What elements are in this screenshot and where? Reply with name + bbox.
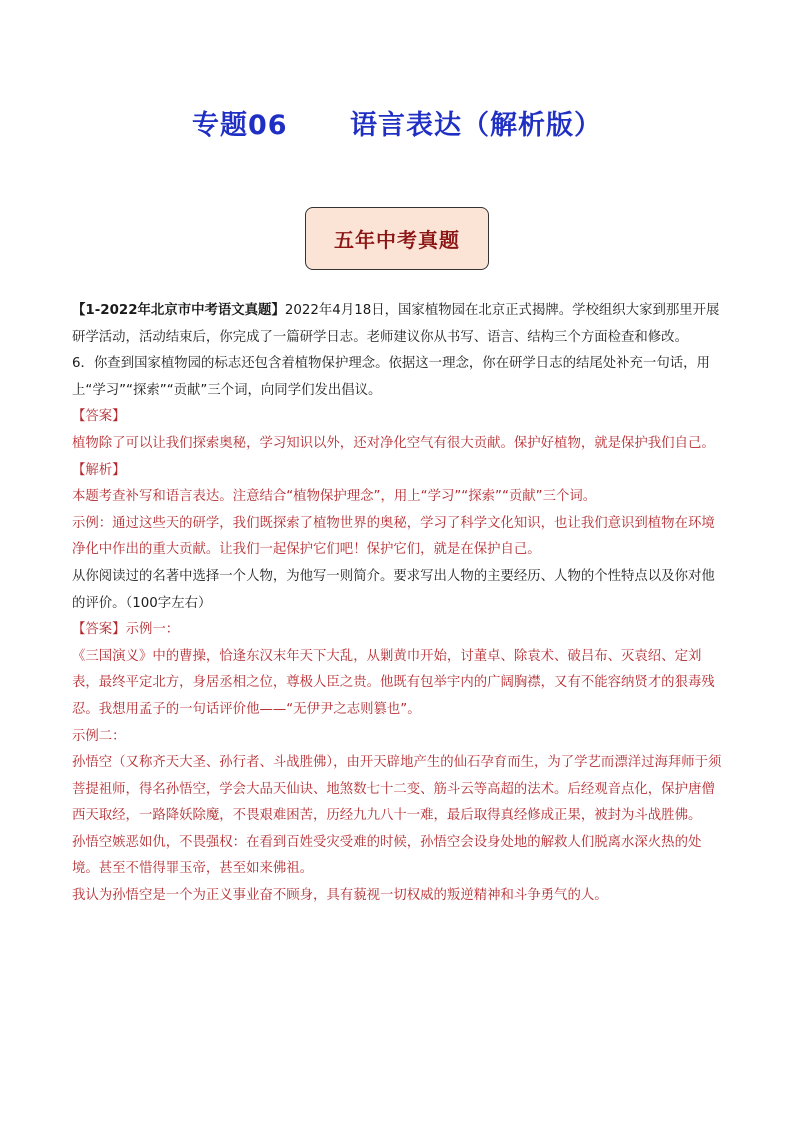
- question-intro-text: 2022年4月18日，国家植物园在北京正式揭牌。学校组织大家到那里开展研学活动，活动结束后，你完成了一篇研学日志。老师建议你从书写、语言、结构三个方面检查和修改。: [72, 303, 720, 345]
- section-banner: 五年中考真题: [305, 207, 489, 270]
- example-2-paragraph-1: 孙悟空（又称齐天大圣、孙行者、斗战胜佛），由开天辟地产生的仙石孕育而生，为了学艺而漂洋过海拜师于须菩提祖师，得名孙悟空，学会大品天仙诀、地煞数七十二变、筋斗云等高超的法术。后经观音点化，保护唐僧西天取经，一路降妖除魔，不畏艰难困苦，历经九九八十一难，最后取得真经修成正果，被封为斗战胜佛。: [72, 755, 722, 824]
- example-1-quote: “无伊尹之志则篡也”。: [286, 701, 421, 717]
- question-6: 6．你查到国家植物园的标志还包含着植物保护理念。依据这一理念，你在研学日志的结尾处补充一句话，用上“学习”“探索”“贡献”三个词，向同学们发出倡议。: [72, 356, 710, 398]
- document-body: [72, 298, 722, 910]
- example-1: [72, 644, 722, 724]
- document-title: 专题06 语言表达（解析版）: [192, 110, 602, 141]
- question-source: 【1-2022年北京市中考语文真题】: [72, 303, 285, 318]
- analysis-text: 本题考查补写和语言表达。注意结合“植物保护理念”，用上“学习”“探索”“贡献”三个词。: [72, 489, 597, 505]
- analysis-example: 示例：通过这些天的研学，我们既探索了植物世界的奥秘，学习了科学文化知识，也让我们意识到植物在环境净化中作出的重大贡献。让我们一起保护它们吧！保护它们，就是在保护自己。: [72, 515, 715, 558]
- example-2-label: 示例二：: [72, 728, 126, 744]
- example-1-label: 示例一：: [125, 622, 180, 638]
- example-1-text: 《三国演义》中的曹操，恰逢东汉末年天下大乱，从剿黄巾开始，讨董卓、除袁术、破吕布、灭袁绍、定刘表，最终平定北方，身居丞相之位，尊极人臣之贵。他既有包举宇内的广阔胸襟，又有不能容纳贤才的狠毒残忍。我想用孟子的一句话评价他——: [72, 648, 715, 717]
- answer-label: 【答案】: [72, 409, 126, 425]
- answer-label-2: [72, 617, 722, 644]
- example-2-paragraph-3: 我认为孙悟空是一个为正义事业奋不顾身，具有藐视一切权威的叛逆精神和斗争勇气的人。: [72, 888, 608, 904]
- answer-text: 植物除了可以让我们探索奥秘，学习知识以外，还对净化空气有很大贡献。保护好植物，就是保护我们自己。: [72, 435, 715, 451]
- answer-label-2-text: 【答案】: [72, 622, 126, 638]
- example-2-paragraph-2: 孙悟空嫉恶如仇，不畏强权：在看到百姓受灾受难的时候，孙悟空会设身处地的解救人们脱离水深火热的处境。甚至不惜得罪玉帝，甚至如来佛祖。: [72, 834, 702, 877]
- analysis-label: 【解析】: [72, 462, 126, 478]
- question-intro: [72, 298, 722, 351]
- question-7: 从你阅读过的名著中选择一个人物，为他写一则简介。要求写出人物的主要经历、人物的个性特点以及你对他的评价。（100字左右）: [72, 568, 715, 611]
